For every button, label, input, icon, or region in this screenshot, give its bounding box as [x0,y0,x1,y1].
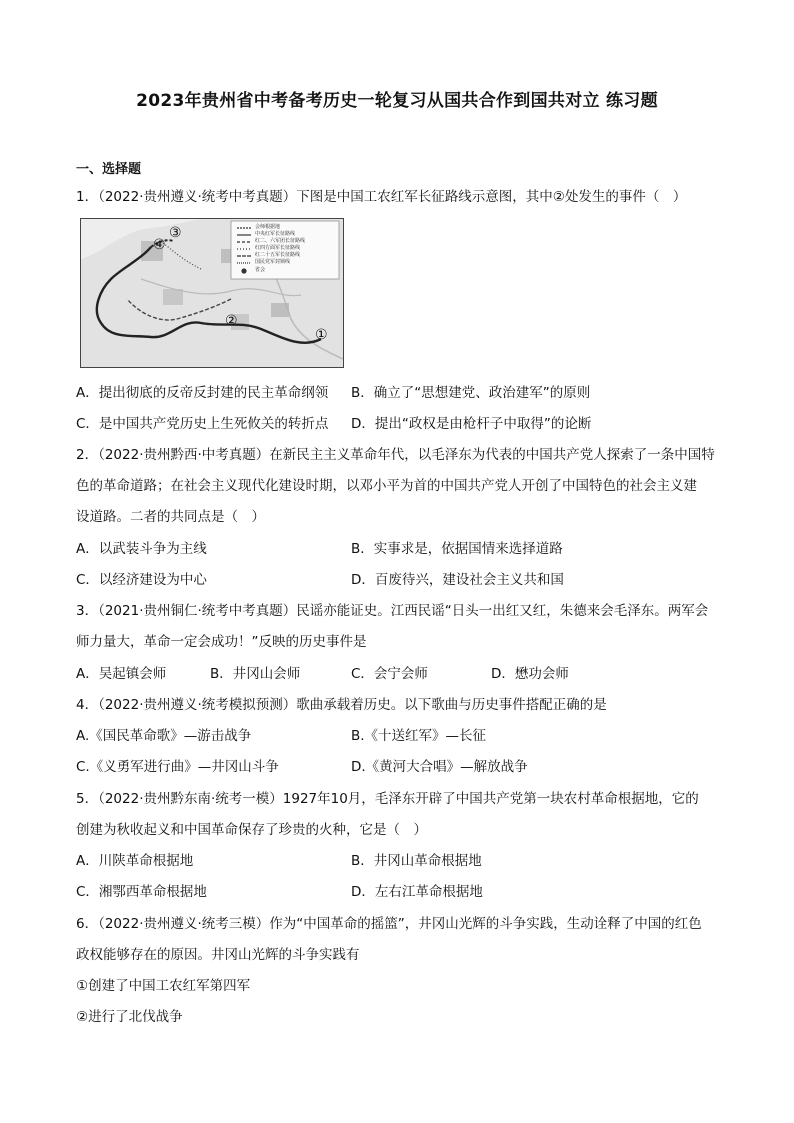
map-marker-2: ② [225,313,238,329]
q4-option-c: C.《义勇军进行曲》—井冈山斗争 [76,759,279,775]
q6-item-1: ①创建了中国工农红军第四军 [76,978,251,994]
question-2-stem-line-3: 设道路。二者的共同点是（ ） [76,509,265,525]
question-5-stem-line-2: 创建为秋收起义和中国革命保存了珍贵的火种，它是（ ） [76,822,427,838]
q1-option-c: C．是中国共产党历史上生死攸关的转折点 [76,416,329,432]
q2-option-b: B．实事求是，依据国情来选择道路 [351,541,563,557]
question-3-stem-line-2: 师力量大，革命一定会成功！”反映的历史事件是 [76,634,367,650]
map-legend-6: 国民党军封锁线 [255,258,321,265]
q3-option-c: C．会宁会师 [351,666,428,682]
q4-option-b: B.《十送红军》—长征 [351,728,487,744]
q4-option-a: A.《国民革命歌》—游击战争 [76,728,252,744]
map-legend-1: 会师根据地 [255,223,321,230]
question-6-stem-line-2: 政权能够存在的原因。井冈山光辉的斗争实践有 [76,947,360,963]
question-1-stem: 1．（2022·贵州遵义·统考中考真题）下图是中国工农红军长征路线示意图，其中②处发生的事件（ ） [76,189,687,205]
map-legend-5: 红二十五军长征路线 [255,251,321,258]
section-heading: 一、选择题 [76,162,142,177]
q5-option-a: A．川陕革命根据地 [76,853,194,869]
map-legend-2: 中央红军长征路线 [255,230,321,237]
q1-option-b: B．确立了“思想建党、政治建军”的原则 [351,385,591,401]
question-2-stem-line-1: 2．（2022·贵州黔西·中考真题）在新民主主义革命年代，以毛泽东为代表的中国共产党人探索了一条中国特 [76,447,715,463]
q5-option-c: C．湘鄂西革命根据地 [76,884,207,900]
q2-option-d: D．百废待兴，建设社会主义共和国 [351,572,564,588]
question-5-stem-line-1: 5．（2022·贵州黔东南·统考一模）1927年10月，毛泽东开辟了中国共产党第一块农村革命根据地，它的 [76,791,699,807]
map-marker-3: ③ [169,225,182,241]
q3-option-a: A．吴起镇会师 [76,666,167,682]
q2-option-a: A．以武装斗争为主线 [76,541,207,557]
question-4-stem: 4．（2022·贵州遵义·统考模拟预测）歌曲承载着历史。以下歌曲与历史事件搭配正确的是 [76,697,607,713]
question-2-stem-line-2: 色的革命道路；在社会主义现代化建设时期，以邓小平为首的中国共产党人开创了中国特色的社会主义建 [76,478,697,494]
map-marker-1: ① [315,327,328,343]
q1-option-a: A．提出彻底的反帝反封建的民主革命纲领 [76,385,329,401]
q3-option-d: D．懋功会师 [491,666,569,682]
document-title: 2023年贵州省中考备考历史一轮复习从国共合作到国共对立 练习题 [136,91,658,111]
q5-option-b: B．井冈山革命根据地 [351,853,482,869]
long-march-map [80,218,344,368]
question-3-stem-line-1: 3．（2021·贵州铜仁·统考中考真题）民谣亦能证史。江西民谣“日头一出红又红，朱德来会毛泽东。两军会 [76,603,709,619]
q2-option-c: C．以经济建设为中心 [76,572,207,588]
map-legend-4: 红四方面军长征路线 [255,244,321,251]
q1-option-d: D．提出“政权是由枪杆子中取得”的论断 [351,416,592,432]
question-6-stem-line-1: 6．（2022·贵州遵义·统考三模）作为“中国革命的摇篮”，井冈山光辉的斗争实践，生动诠释了中国的红色 [76,916,702,932]
map-marker-4: ④ [153,237,166,253]
map-legend-3: 红二、六军团长征路线 [255,237,321,244]
q4-option-d: D.《黄河大合唱》—解放战争 [351,759,528,775]
q5-option-d: D．左右江革命根据地 [351,884,483,900]
q6-item-2: ②进行了北伐战争 [76,1009,183,1025]
q3-option-b: B．井冈山会师 [210,666,301,682]
map-legend-7: 省会 [255,266,321,273]
